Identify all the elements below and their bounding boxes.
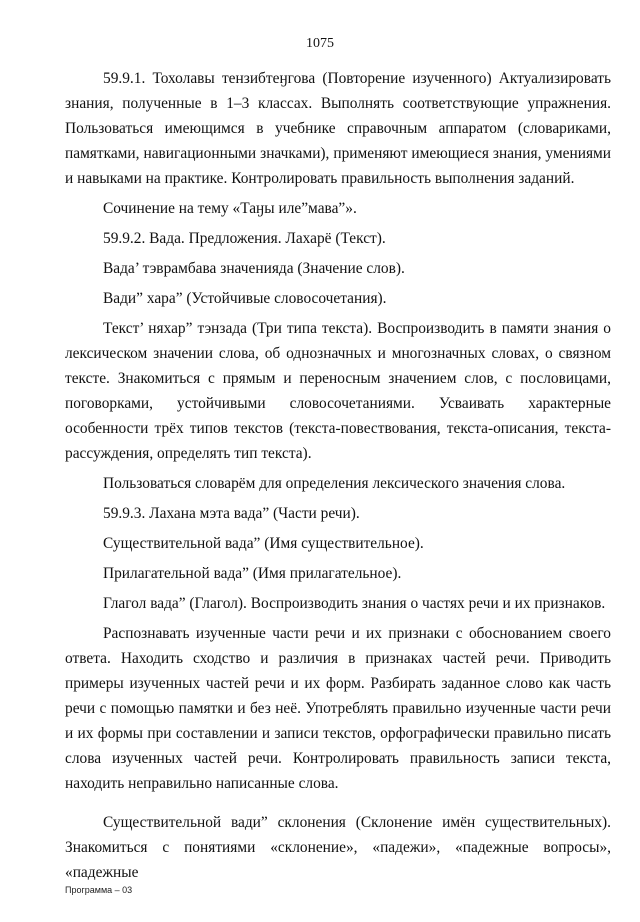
paragraph-set-phrases: Вади” хара” (Устойчивые словосочетания). (103, 290, 387, 307)
paragraph-adjective: Прилагательной вада” (Имя прилагательное). (103, 565, 402, 582)
paragraph-59-9-3: 59.9.3. Лахана мэта вада” (Части речи). (103, 505, 360, 522)
paragraph-word-meaning: Вада’ тэврамбава значенияда (Значение слов). (103, 260, 405, 277)
paragraph-noun-declension: Существительной вади” склонения (Склонение имён существительных). Знакомиться с понятиями «склонение», «падежи», «падежные вопросы», «падежные (65, 814, 611, 881)
page-number: 1075 (306, 36, 334, 51)
paragraph-59-9-2: 59.9.2. Вада. Предложения. Лахарё (Текст). (103, 230, 386, 247)
paragraph-text-types: Текст’ няхар” тэнзада (Три типа текста). Воспроизводить в памяти знания о лексическом значении слова, об однозначных и многозначных словах, о связном тексте. Знакомиться с прямым и переносным значением слов, с пословицами, поговорками, устойчивыми словосочетаниями. Усваивать характерные особенности трёх типов текстов (текста-повествования, текста-описания, текста-рассуждения, определять тип текста). (65, 320, 611, 462)
paragraph-parts-of-speech: Распознавать изученные части речи и их признаки с обоснованием своего ответа. Находить сходство и различия в признаках частей речи. Приводить примеры изученных частей речи и их форм. Разбирать заданное слово как часть речи с помощью памятки и без неё. Употреблять правильно изученные части речи и их формы при составлении и записи текстов, орфографически правильно писать слова изученных частей речи. Контролировать правильность записи текста, находить неправильно написанные слова. (65, 625, 611, 792)
document-body (65, 66, 611, 885)
paragraph-noun: Существительной вада” (Имя существительное). (103, 535, 424, 552)
paragraph-59-9-1: 59.9.1. Тохолавы тензибтеӈгова (Повторение изученного) Актуализировать знания, полученные в 1–3 классах. Выполнять соответствующие упражнения. Пользоваться имеющимся в учебнике справочным аппаратом (словариками, памятками, навигационными значками), применяют имеющиеся знания, умениями и навыками на практике. Контролировать правильность выполнения заданий. (65, 70, 611, 187)
paragraph-dictionary: Пользоваться словарём для определения лексического значения слова. (103, 475, 566, 492)
paragraph-verb: Глагол вада” (Глагол). Воспроизводить знания о частях речи и их признаков. (103, 595, 606, 612)
paragraph-essay-topic: Сочинение на тему «Таӈы иле”мава”». (103, 200, 357, 217)
footer-program-label: Программа – 03 (65, 885, 133, 895)
